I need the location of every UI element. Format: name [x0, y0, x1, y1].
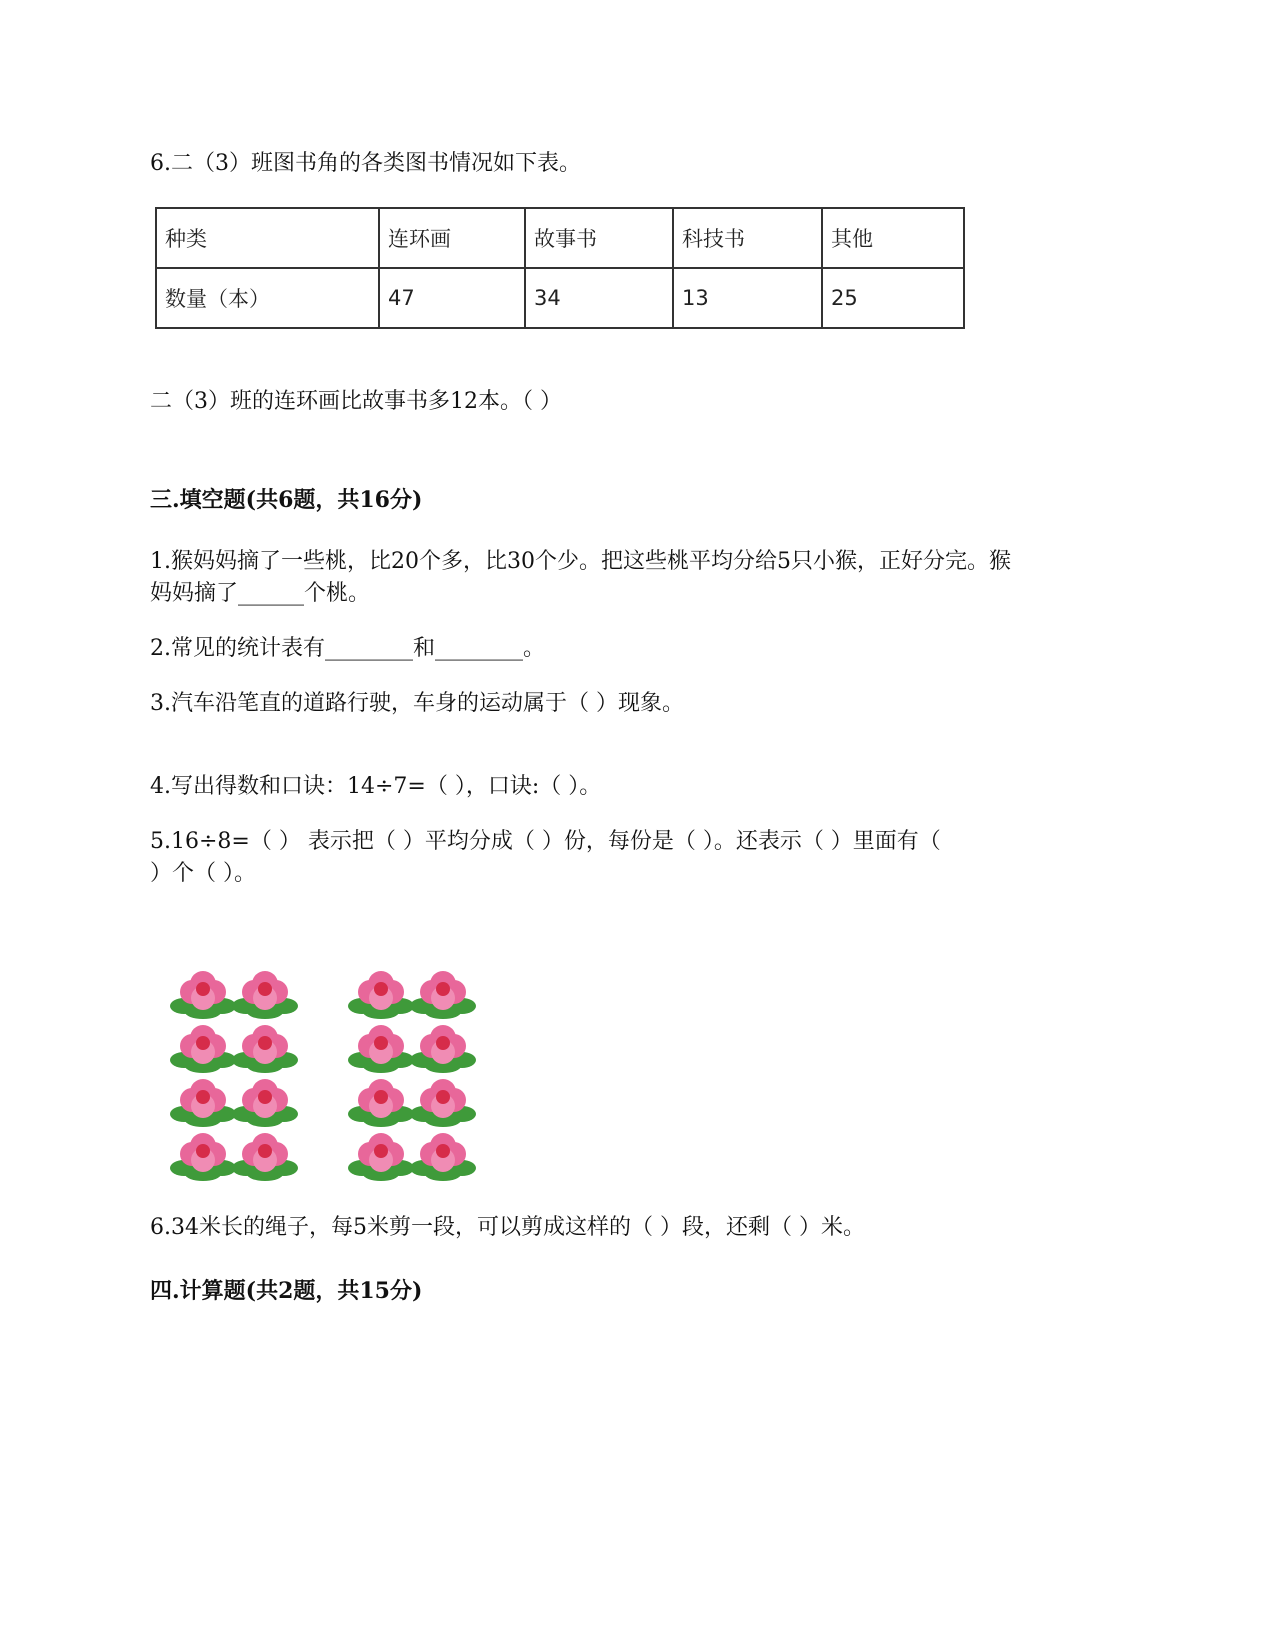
table-cell: 其他 — [822, 208, 964, 268]
peony-flower-icon — [410, 1130, 476, 1182]
table-cell: 故事书 — [525, 208, 673, 268]
fill-q3: 3.汽车沿笔直的道路行驶，车身的运动属于（ ）现象。 — [150, 691, 684, 716]
peony-flower-icon — [348, 1076, 414, 1128]
table-cell: 连环画 — [379, 208, 525, 268]
judge-item: 二（3）班的连环画比故事书多12本。（ ） — [150, 389, 562, 414]
table-row — [156, 268, 964, 328]
flower-picture — [170, 968, 500, 1188]
peony-flower-icon — [232, 1076, 298, 1128]
table-cell: 科技书 — [673, 208, 822, 268]
fill-q6: 6.34米长的绳子，每5米剪一段，可以剪成这样的（ ）段，还剩（ ）米。 — [150, 1215, 865, 1240]
fill-q4: 4.写出得数和口诀：14÷7=（ ），口诀:（ ）。 — [150, 774, 602, 799]
peony-flower-icon — [232, 1022, 298, 1074]
peony-flower-icon — [348, 1022, 414, 1074]
table-cell: 种类 — [156, 208, 379, 268]
table-cell: 47 — [379, 268, 525, 328]
table-cell: 25 — [822, 268, 964, 328]
fill-q1-line1: 1.猴妈妈摘了一些桃，比20个多，比30个少。把这些桃平均分给5只小猴，正好分完。猴 — [150, 549, 1011, 574]
peony-flower-icon — [348, 1130, 414, 1182]
peony-flower-icon — [232, 968, 298, 1020]
fill-q2: 2.常见的统计表有________和________。 — [150, 636, 545, 661]
peony-flower-icon — [348, 968, 414, 1020]
question-6-intro: 6.二（3）班图书角的各类图书情况如下表。 — [150, 151, 581, 176]
peony-flower-icon — [170, 1130, 236, 1182]
book-stats-table — [155, 207, 965, 329]
peony-flower-icon — [232, 1130, 298, 1182]
fill-q5-line2: ）个（ ）。 — [150, 861, 256, 886]
section-4-title: 四.计算题(共2题，共15分) — [150, 1278, 423, 1304]
peony-flower-icon — [410, 968, 476, 1020]
fill-q1-line2: 妈妈摘了______个桃。 — [150, 581, 371, 606]
fill-q5-line1: 5.16÷8=（ ） 表示把（ ）平均分成（ ）份，每份是（ ）。还表示（ ）里面有（ — [150, 829, 941, 854]
peony-flower-icon — [410, 1076, 476, 1128]
peony-flower-icon — [170, 968, 236, 1020]
peony-flower-icon — [410, 1022, 476, 1074]
table-cell: 13 — [673, 268, 822, 328]
peony-flower-icon — [170, 1076, 236, 1128]
table-cell: 数量（本） — [156, 268, 379, 328]
table-cell: 34 — [525, 268, 673, 328]
table-row — [156, 208, 964, 268]
peony-flower-icon — [170, 1022, 236, 1074]
section-3-title: 三.填空题(共6题，共16分) — [150, 487, 423, 513]
